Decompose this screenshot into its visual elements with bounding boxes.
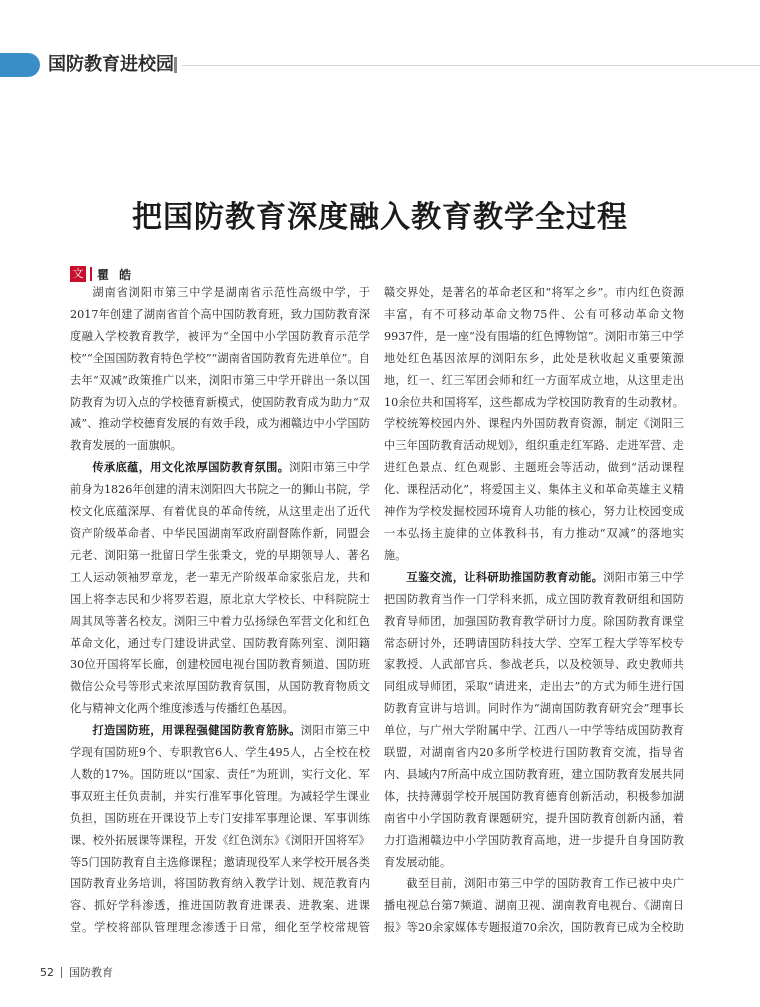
- paragraph-research: [384, 567, 684, 874]
- section-header: [0, 48, 760, 82]
- paragraph-lead: 互鉴交流，让科研助推国防教育动能。: [406, 570, 604, 584]
- paragraph-text: 浏阳市第三中学现有国防班9个、专职教官6人、学生495人，占全校在校人数的17%。国防班以“国家、责任”为班训，实行文化、军事双班主任负责制，并实行准军事化管理。为减轻学生课业负担，国防班在开课设节上专门安排军事理论课、军事训练课、校外拓展课等课程，开发《红色浏东》《浏阳开国将军》等5门国防教育自主选修课程；邀请现役军人来学校开展各类国防教育业务培训，将国防教育纳入教学计划、规范教育内容、抓好学科渗透，推进国防教育进课表、进教案、进课堂。学校将部队管理理念渗透于日常，细化至学校常规管: [70, 724, 370, 935]
- paragraph-activities-continued: 赣交界处，是著名的革命老区和“将军之乡”。市内红色资源丰富，有不可移动革命文物75件、公有可移动革命文物9937件，是一座“没有围墙的红色博物馆”。浏阳市第三中学地处红色基因浓厚的浏阳东乡，此处是秋收起义重要策源地，红一、红三军团会师和红一方面军成立地，从这里走出10余位共和国将军，这些都成为学校国防教育的生动教材。学校统筹校园内外、课程内外国防教育资源，制定《浏阳三中三年国防教育活动规划》，组织重走红军路、走进军营、走进红色景点、红色观影、主题班会等活动，做到“活动课程化、课程活动化”，将爱国主义、集体主义和革命英雄主义精神作为学校发掘校园环境育人功能的核心，努力让校园变成一本弘扬主旋律的立体教科书，有力推动“双减”的落地实施。: [384, 286, 684, 562]
- article-column-right: [384, 282, 684, 942]
- article-title: 把国防教育深度融入教育教学全过程: [132, 200, 628, 236]
- article-column-left: [70, 282, 370, 942]
- paragraph-culture: [70, 457, 370, 720]
- paragraph-text: 浏阳市第三中学把国防教育当作一门学科来抓，成立国防教育教研组和国防教育导师团，加强国防教育教学研讨力度。除国防教育课堂常态研讨外，还聘请国防科技大学、空军工程大学等军校专家教授、人武部官兵、参战老兵，以及校领导、政史教师共同组成导师团，采取“请进来，走出去”的方式为师生进行国防教育宣讲与培训。同时作为“湖南国防教育研究会”理事长单位，与广州大学附属中学、江西八一中学等结成国防教育联盟，对湖南省内20多所学校进行国防教育交流，指导省内、县域内7所高中成立国防教育班，建立国防教育发展共同体，扶持薄弱学校开展国防教育德育创新活动，积极参加湖南省中小学国防教育课题研究，提升国防教育创新内涵，着力打造湘赣边中小学国防教育高地，进一步提升自身国防教育发展动能。: [384, 570, 684, 869]
- section-divider: [174, 57, 177, 73]
- section-tab-decoration: [0, 53, 40, 77]
- paragraph-text: 浏阳市第三中学前身为1826年创建的清末浏阳四大书院之一的狮山书院，学校文化底蕴深厚、有着优良的革命传统，从这里走出了近代资产阶级革命者、中华民国湖南军政府副督陈作新，同盟会元老、浏阳第一批留日学生张秉文，党的早期领导人、著名工人运动领袖罗章龙，老一辈无产阶级革命家张启龙，共和国上将李志民和少将罗若遐，原北京大学校长、中科院院士周其凤等著名校友。浏阳三中着力弘扬绿色军营文化和红色革命文化，通过专门建设讲武堂、国防教育陈列室、浏阳籍30位开国将军长廊，创建校园电视台国防教育频道、国防班微信公众号等形式来浓厚国防教育氛围，从国防教育物质文化与精神文化两个维度渗透与传播红色基因。: [70, 461, 370, 716]
- header-rule: [182, 65, 760, 66]
- paragraph-intro: 湖南省浏阳市第三中学是湖南省示范性高级中学，于2017年创建了湖南省首个高中国防教育班，致力国防教育深度融入学校教育教学，被评为“全国中小学国防教育示范学校”“全国国防教育特色学校”“湖南省国防教育先进单位”。自去年“双减”政策推广以来，浏阳市第三中学开辟出一条以国防教育为切入点的学校德育新模式，使国防教育成为助力“双减”、推动学校德育发展的有效手段，成为湘赣边中小学国防教育发展的一面旗帜。: [70, 286, 370, 453]
- paragraph-class: [70, 720, 370, 942]
- magazine-name: 国防教育: [69, 966, 113, 979]
- paragraph-lead: 打造国防班，用课程强健国防教育筋脉。: [92, 724, 301, 738]
- byline-separator: [90, 267, 92, 281]
- section-title: 国防教育进校园: [48, 54, 174, 75]
- paragraph-lead: 传承底蕴，用文化浓厚国防教育氛围。: [92, 461, 290, 475]
- paragraph-text: 截至目前，浏阳市第三中学的国防教育工作已被中央广播电视总台第7频道、湖南卫视、湖南教育电视台、《湖南日报》等20余家媒体专题报道70余次，国防教育已成为全校助: [384, 877, 684, 935]
- byline-mark: 文: [70, 266, 86, 282]
- page-footer: [40, 964, 113, 980]
- byline: [70, 266, 134, 282]
- paragraph-conclusion: [384, 873, 684, 942]
- page-number: 52: [40, 965, 54, 979]
- footer-divider: [61, 967, 62, 978]
- author-name: 瞿 皓: [97, 267, 135, 282]
